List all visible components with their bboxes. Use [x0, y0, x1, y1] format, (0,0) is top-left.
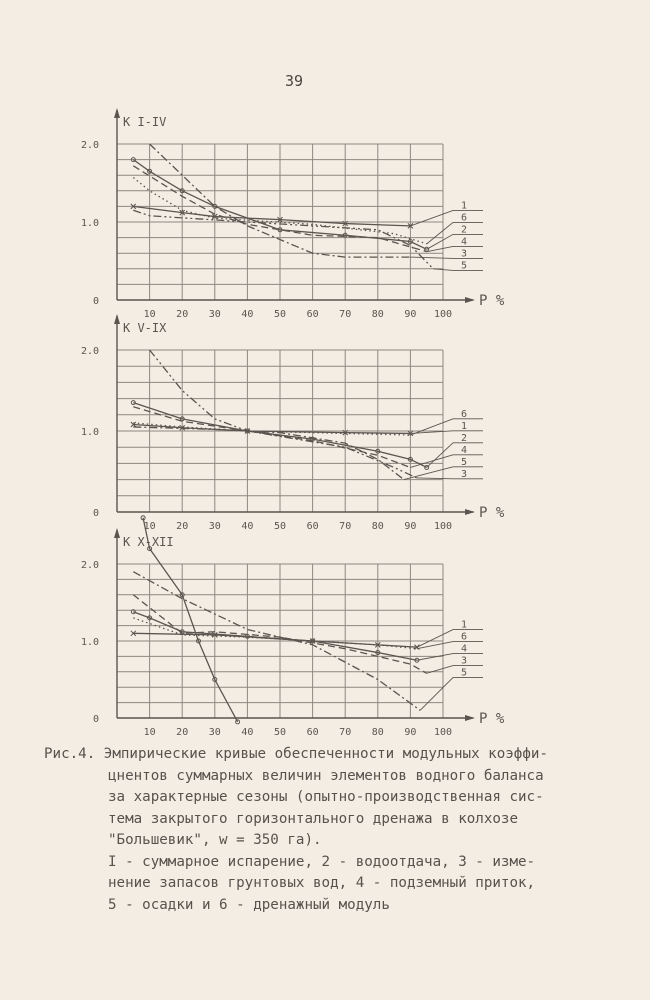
x-tick-label: 20 [176, 309, 189, 320]
x-axis-label: P % [479, 505, 505, 521]
caption-line: I - суммарное испарение, 2 - водоотдача, 3 - изме- [108, 853, 536, 870]
x-tick-label: 60 [306, 727, 319, 738]
legend-label-6: 6 [461, 631, 468, 643]
x-tick-label: 30 [208, 727, 221, 738]
legend-label-3: 3 [461, 655, 468, 667]
caption-line: "Большевик", w = 350 га). [108, 832, 322, 848]
x-tick-label: 100 [433, 309, 453, 320]
x-tick-label: 90 [404, 727, 417, 738]
x-tick-label: 60 [306, 309, 319, 320]
legend-label-4: 4 [461, 643, 468, 655]
y-tick-label: 2.0 [80, 560, 99, 571]
x-tick-label: 100 [433, 727, 453, 738]
legend-label-3: 3 [461, 468, 468, 480]
x-tick-label: 70 [339, 309, 352, 320]
x-tick-label: 50 [273, 521, 287, 532]
x-tick-label: 40 [241, 521, 254, 532]
x-tick-label: 70 [339, 521, 352, 532]
x-tick-label: 10 [143, 521, 156, 532]
y-tick-label: 1.0 [80, 427, 99, 438]
x-tick-label: 20 [176, 521, 189, 532]
legend-label-6: 6 [461, 408, 468, 420]
y-tick-label: 0 [92, 296, 99, 307]
x-tick-label: 30 [208, 309, 221, 320]
page-number: 39 [285, 72, 304, 90]
caption-line: тема закрытого горизонтального дренажа в колхозе [108, 810, 518, 827]
x-tick-label: 50 [273, 309, 287, 320]
legend-label-5: 5 [461, 260, 468, 272]
x-tick-label: 80 [371, 521, 384, 532]
x-tick-label: 100 [433, 521, 453, 532]
y-axis-arrow-icon [114, 528, 120, 538]
legend-label-1: 1 [461, 619, 468, 631]
y-axis-label: K I-IV [123, 115, 167, 129]
y-tick-label: 1.0 [80, 637, 99, 648]
x-tick-label: 70 [339, 727, 352, 738]
x-tick-label: 90 [404, 309, 417, 320]
x-axis-label: P % [479, 711, 505, 727]
y-tick-label: 1.0 [80, 218, 99, 229]
caption-line: за характерные сезоны (опытно-производственная сис- [108, 789, 544, 805]
legend-leader [417, 654, 483, 661]
x-tick-label: 80 [371, 727, 384, 738]
legend-leader [420, 678, 483, 711]
legend-label-1: 1 [461, 200, 468, 212]
caption-line: 5 - осадки и 6 - дренажный модуль [108, 896, 390, 913]
caption-line: цнентов суммарных величин элементов водного баланса [108, 767, 544, 784]
series-6-line [133, 618, 417, 649]
x-tick-label: 40 [241, 727, 254, 738]
legend-leader [417, 630, 483, 648]
legend-label-4: 4 [461, 444, 468, 456]
x-tick-label: 10 [143, 727, 156, 738]
x-axis-label: P % [479, 293, 505, 309]
y-tick-label: 0 [92, 508, 99, 519]
x-tick-label: 40 [241, 309, 254, 320]
caption-line: Рис.4. Эмпирические кривые обеспеченности модульных коэффи- [44, 746, 548, 762]
y-axis-label: K X-XII [123, 535, 174, 549]
x-tick-label: 20 [176, 727, 189, 738]
legend-label-2: 2 [461, 432, 468, 444]
y-tick-label: 0 [92, 714, 99, 725]
legend-label-5: 5 [461, 456, 468, 468]
y-tick-label: 2.0 [80, 346, 99, 357]
x-tick-label: 10 [143, 309, 156, 320]
x-tick-label: 90 [404, 521, 417, 532]
legend-label-3: 3 [461, 248, 468, 260]
figure-caption [44, 744, 604, 916]
x-axis-arrow-icon [465, 715, 475, 721]
legend-label-1: 1 [461, 420, 468, 432]
caption-line: нение запасов грунтовых вод, 4 - подземный приток, [108, 875, 536, 891]
x-tick-label: 80 [371, 309, 384, 320]
x-tick-label: 50 [273, 727, 287, 738]
x-tick-label: 30 [208, 521, 221, 532]
x-tick-label: 60 [306, 521, 319, 532]
y-axis-label: K V-IX [123, 321, 167, 335]
legend-label-2: 2 [461, 224, 468, 236]
legend-label-6: 6 [461, 212, 468, 224]
y-tick-label: 2.0 [80, 140, 99, 151]
legend-label-4: 4 [461, 236, 468, 248]
legend-label-5: 5 [461, 667, 468, 679]
